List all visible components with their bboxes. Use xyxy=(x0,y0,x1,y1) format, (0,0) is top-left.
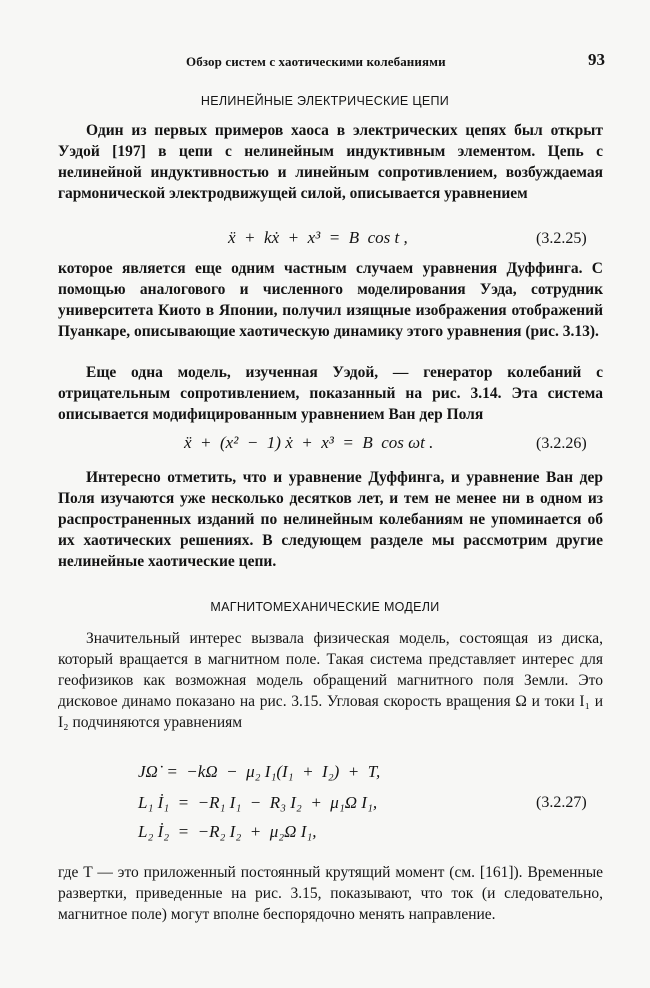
section-heading-magnetomechanical: МАГНИТОМЕХАНИЧЕСКИЕ МОДЕЛИ xyxy=(210,600,440,614)
page-number: 93 xyxy=(588,50,605,69)
section-heading-electric-circuits: НЕЛИНЕЙНЫЕ ЭЛЕКТРИЧЕСКИЕ ЦЕПИ xyxy=(200,94,450,108)
paragraph-ueda-intro: Один из первых примеров хаоса в электрических цепях был открыт Уэдой [197] в цепи с нелинейным индуктивным элементом. Цепь с нелинейной индуктивностью и линейным сопротивлением, возбуждаемая гармонической электродвижущей силой, описывается уравнением xyxy=(58,122,603,202)
paragraph-interesting: Интересно отметить, что и уравнение Дуффинга, и уравнение Ван дер Поля изучаются уже несколько десятков лет, и тем не менее ни в одном из распространенных изданий по нелинейным колебаниям не упоминается об их хаотических решениях. В следующем разделе мы рассмотрим другие нелинейные хаотические цепи. xyxy=(58,469,603,570)
equation-number-3-2-27: (3.2.27) xyxy=(536,794,587,811)
paragraph-van-der-pol: Еще одна модель, изученная Уэдой, — генератор колебаний с отрицательным сопротивлением, показанный на рис. 3.14. Эта система описывается модифицированным уравнением Ван дер Поля xyxy=(58,364,603,423)
equation-number-3-2-25: (3.2.25) xyxy=(536,230,587,247)
running-header-title: Обзор систем с хаотическими колебаниями xyxy=(186,54,446,69)
equation-3-2-25: ẍ + kẋ + x³ = B cos t , xyxy=(228,228,408,247)
equation-system-line-1: JΩ̇ = −kΩ − μ₂ I₁(I₁ + I₂) + T, xyxy=(138,762,381,781)
equation-system-line-2: L₁ İ₁ = −R₁ I₁ − R₃ I₂ + μ₁Ω I₁, xyxy=(138,793,378,812)
paragraph-torque: где T — это приложенный постоянный крутящий момент (см. [161]). Временные развертки, приведенные на рис. 3.15, показывают, что ток (и следовательно, магнитное поле) могут вполне беспорядочно менять направление. xyxy=(58,864,603,923)
paragraph-disk-dynamo: Значительный интерес вызвала физическая модель, состоящая из диска, который вращается в магнитном поле. Такая система представляет интерес для геофизиков как возможная модель обращений магнитного поля Земли. Это дисковое динамо показано на рис. 3.15. Угловая скорость вращения Ω и токи I₁ и I₂ подчиняются уравнениям xyxy=(58,630,603,731)
equation-system-line-3: L₂ İ₂ = −R₂ I₂ + μ₂Ω I₁, xyxy=(138,822,317,841)
paragraph-duffing: которое является еще одним частным случаем уравнения Дуффинга. С помощью аналогового и численного моделирования Уэда, сотрудник университета Киото в Японии, получил изящные изображения отображений Пуанкаре, описывающие хаотическую динамику этого уравнения (рис. 3.13). xyxy=(58,260,603,340)
equation-3-2-26: ẍ + (x² − 1) ẋ + x³ = B cos ωt . xyxy=(184,433,434,452)
equation-number-3-2-26: (3.2.26) xyxy=(536,435,587,452)
